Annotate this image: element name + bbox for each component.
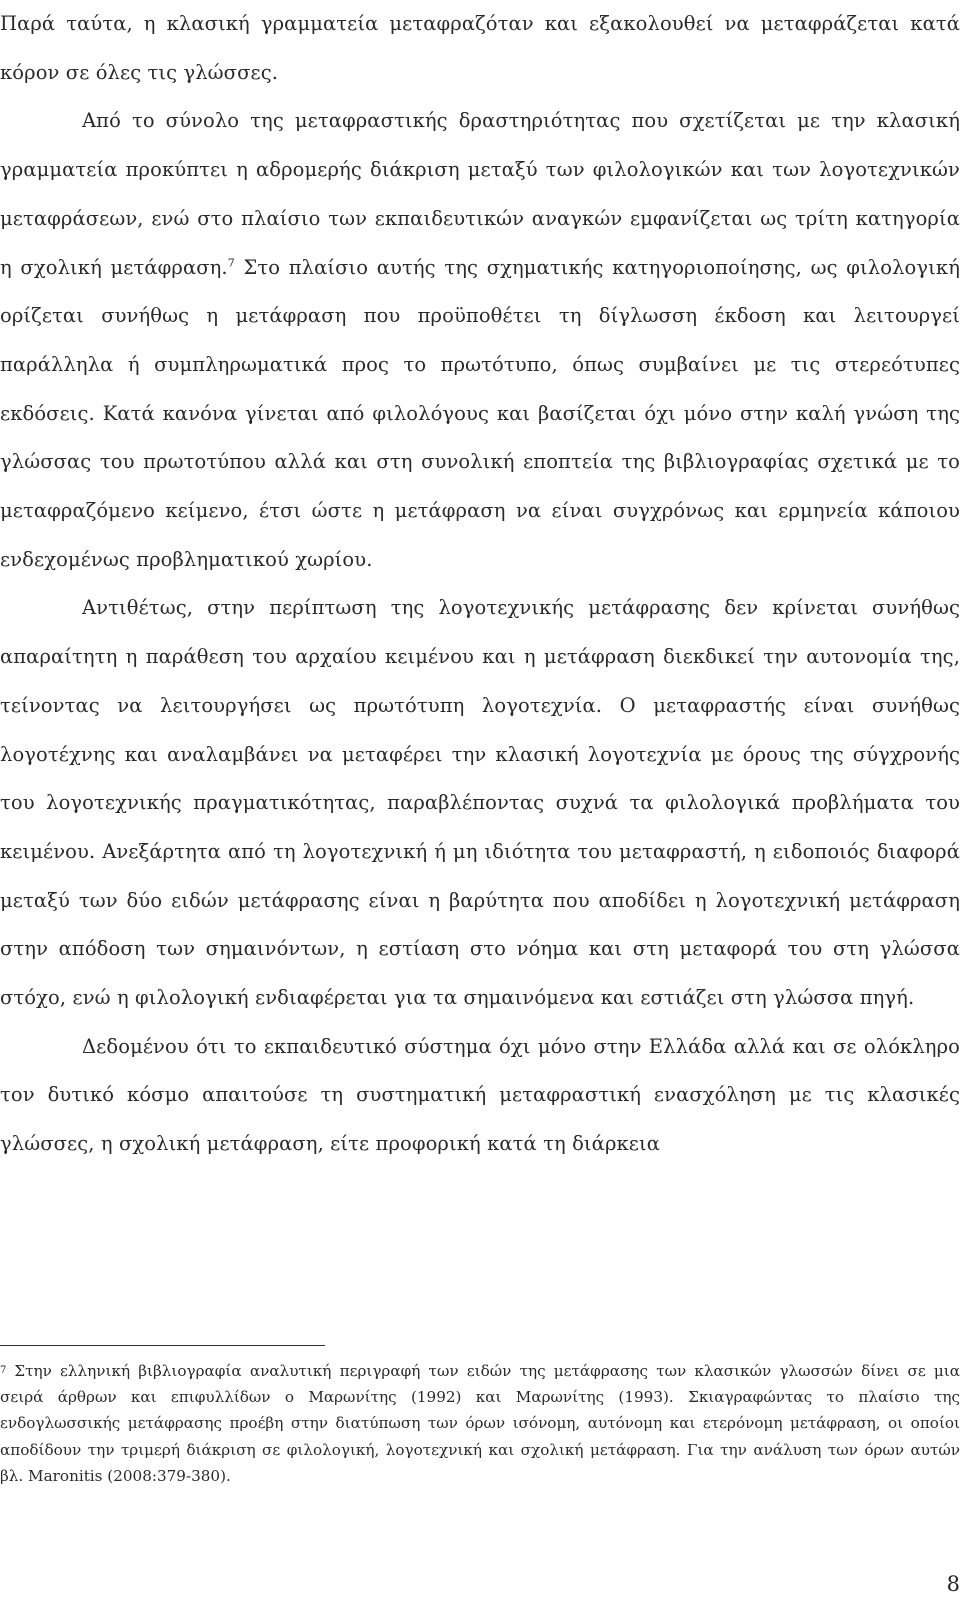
paragraph-3: Αντιθέτως, στην περίπτωση της λογοτεχνικής μετάφρασης δεν κρίνεται συνήθως απαραίτητη η παράθεση του αρχαίου κειμένου και η μετάφραση διεκδικεί την αυτονομία της, τείνοντας να λειτουργήσει ως πρωτότυπη λογοτεχνία. Ο μεταφραστής είναι συνήθως λογοτέχνης και αναλαμβάνει να μεταφέρει την κλασική λογοτεχνία με όρους της σύγχρονής του λογοτεχνικής πραγματικότητας, παραβλέποντας συχνά τα φιλολογικά προβλήματα του κειμένου. Ανεξάρτητα από τη λογοτεχνική ή μη ιδιότητα του μεταφραστή, η ειδοποιός διαφορά μεταξύ των δύο ειδών μετάφρασης είναι η βαρύτητα που αποδίδει η λογοτεχνική μετάφραση στην απόδοση των σημαινόντων, η εστίαση στο νόημα και στη μεταφορά του στη γλώσσα στόχο, ενώ η φιλολογική ενδιαφέρεται για τα σημαινόμενα και εστιάζει στη γλώσσα πηγή. bbox=[0, 596, 960, 1010]
footnote-text: Στην ελληνική βιβλιογραφία αναλυτική περιγραφή των ειδών της μετάφρασης των κλασικών γλωσσών δίνει σε μια σειρά άρθρων και επιφυλλίδων ο Μαρωνίτης (1992) και Μαρωνίτης (1993). Σκιαγραφώντας το πλαίσιο της ενδογλωσσικής μετάφρασης προέβη στην διατύπωση των όρων ισόνομη, αυτόνομη και ετερόνομη μετάφραση, οι οποίοι αποδίδουν την τριμερή διάκριση σε φιλολογική, λογοτεχνική και σχολική μετάφραση. Για την ανάλυση των όρων αυτών βλ. Maronitis (2008:379-380). bbox=[0, 1362, 960, 1485]
footnote bbox=[0, 1358, 960, 1489]
paragraph-2-part-a: Από το σύνολο της μεταφραστικής δραστηριότητας που σχετίζεται με την κλασική γραμματεία προκύπτει η αδρομερής διάκριση μεταξύ των φιλολογικών και των λογοτεχνικών μεταφράσεων, ενώ στο πλαίσιο των εκπαιδευτικών αναγκών εμφανίζεται ως τρίτη κατηγορία η σχολική μετάφραση. bbox=[0, 109, 960, 279]
footnote-reference[interactable]: 7 bbox=[227, 256, 235, 270]
footnote-number: 7 bbox=[0, 1365, 7, 1376]
paragraph-4: Δεδομένου ότι το εκπαιδευτικό σύστημα όχι μόνο στην Ελλάδα αλλά και σε ολόκληρο τον δυτικό κόσμο απαιτούσε τη συστηματική μεταφραστική ενασχόληση με τις κλασικές γλώσσες, η σχολική μετάφραση, είτε προφορική κατά τη διάρκεια bbox=[0, 1034, 960, 1156]
page-number: 8 bbox=[946, 1572, 960, 1596]
paragraph-2 bbox=[0, 97, 960, 584]
paragraph-2-part-b: Στο πλαίσιο αυτής της σχηματικής κατηγοριοποίησης, ως φιλολογική ορίζεται συνήθως η μετάφραση που προϋποθέτει τη δίγλωσση έκδοση και λειτουργεί παράλληλα ή συμπληρωματικά προς το πρωτότυπο, όπως συμβαίνει με τις στερεότυπες εκδόσεις. Κατά κανόνα γίνεται από φιλολόγους και βασίζεται όχι μόνο στην καλή γνώση της γλώσσας του πρωτοτύπου αλλά και στη συνολική εποπτεία της βιβλιογραφίας σχετικά με το μεταφραζόμενο κείμενο, έτσι ώστε η μετάφραση να είναι συγχρόνως και ερμηνεία κάποιου ενδεχομένως προβληματικού χωρίου. bbox=[0, 255, 960, 571]
footnote-divider bbox=[0, 1345, 325, 1346]
paragraph-1: Παρά ταύτα, η κλασική γραμματεία μεταφραζόταν και εξακολουθεί να μεταφράζεται κατά κόρον σε όλες τις γλώσσες. bbox=[0, 12, 960, 84]
